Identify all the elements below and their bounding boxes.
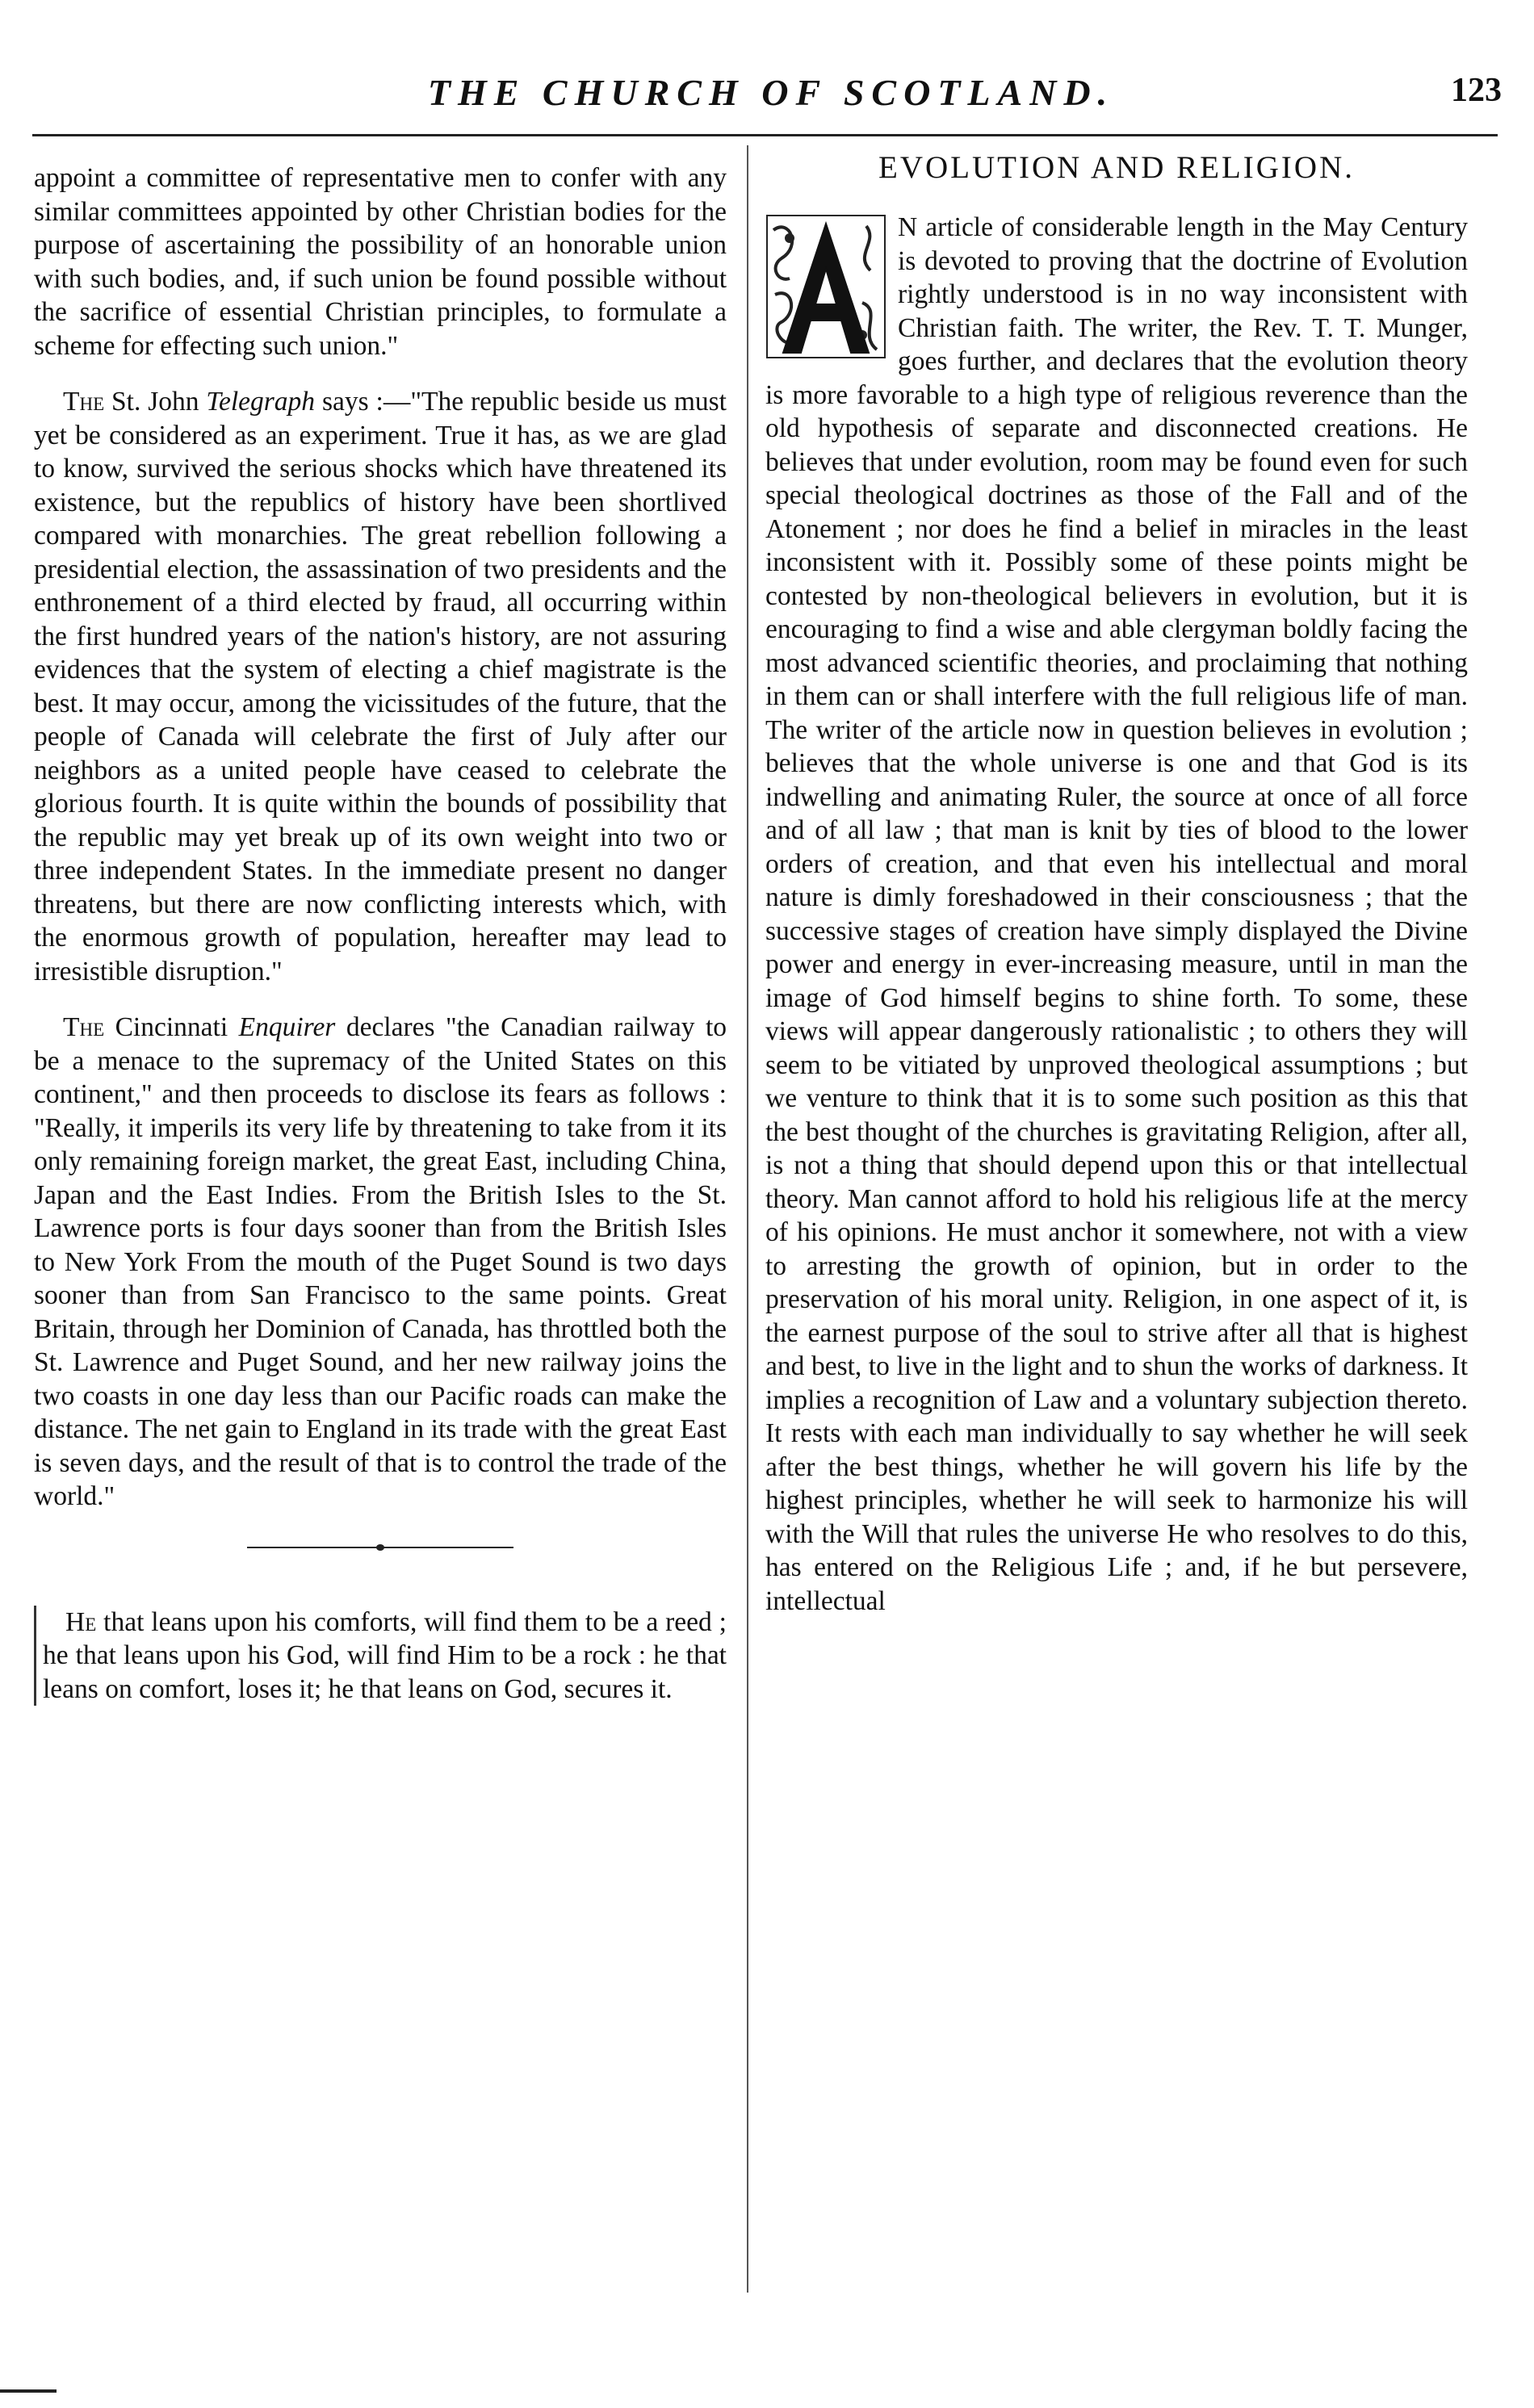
paragraph-union-committee: appoint a committee of representative men to confer with any similar committees appointed by other Christian bodies for the purpose of ascertaining the possibility of an honorable union with such bodies, and, if such union be found possible without the sacrifice of essential Christian principles, to formulate a scheme for effecting such union." [34, 163, 727, 361]
paragraph-maxim [34, 1606, 727, 1707]
right-column [765, 149, 1468, 1640]
paragraph-telegraph [34, 385, 727, 988]
footer-mark [0, 2389, 57, 2393]
page-header [32, 71, 1510, 128]
newspaper-name: Enquirer [238, 1012, 336, 1042]
dropcap-ornament-icon [765, 214, 886, 359]
running-title: THE CHURCH OF SCOTLAND. [427, 72, 1115, 113]
ornamental-dropcap [765, 214, 886, 359]
text-span: says :—"The republic beside us must yet be considered as an experiment. True it has, as we are glad to know, survived the serious shocks which have threatened its existence, but the republics of history have been shortlived compared with monarchies. The great rebellion following a presidential election, the assassination of two presidents and the enthronement of a third elected by fraud, all occurring within the first hundred years of the nation's history, are not assuring evidences that the system of electing a chief magistrate is the best. It may occur, among the vicissitudes of the future, that the people of Canada will celebrate the first of July after our neighbors as a united people have ceased to celebrate the glorious fourth. It is quite within the bounds of possibility that the republic may yet break up of its own weight into two or three independent States. In the immediate present no danger threatens, but there are now conflicting interests which, with the enormous growth of population, hereafter may lead to irresistible disruption." [34, 387, 727, 986]
text-span: declares "the Canadian railway to be a menace to the supremacy of the United States on this continent," and then proceeds to disclose its fears as follows : "Really, it imperils its very life by threatening to take from it its only remaining foreign market, the great East, including China, Japan and the East Indies. From the British Isles to the St. Lawrence ports is four days sooner than from the British Isles to New York From the mouth of the Puget Sound is two days sooner than from San Francisco to the same points. Great Britain, through her Dominion of Canada, has throttled both the St. Lawrence and Puget Sound, and her new railway joins the two coasts in one day less than our Pacific roads can make the distance. The net gain to England in its trade with the great East is seven days, and the result of that is to control the trade of the world." [34, 1012, 727, 1511]
paragraph-lead: The [63, 387, 105, 417]
header-rule [32, 134, 1498, 136]
section-divider-ornament [247, 1546, 513, 1549]
text-span: St. John [104, 387, 207, 417]
paragraph-enquirer [34, 1011, 727, 1514]
article-title: EVOLUTION AND RELIGION. [878, 150, 1355, 185]
text-span: that leans upon his comforts, will find them to be a reed ; he that leans upon his God, will find Him to be a rock : he that leans on comfort, loses it; he that leans on God, secures it. [43, 1606, 727, 1704]
column-divider [747, 145, 748, 2293]
text-span: Cincinnati [104, 1012, 239, 1042]
paragraph-lead: He [65, 1606, 97, 1637]
left-column [34, 161, 727, 1728]
article-body: N article of considerable length in the May Century is devoted to proving that the doctrine of Evolution rightly understood is in no way inconsistent with Christian faith. The writer, the Rev. T. T. Munger, goes further, and declares that the evolution theory is more favorable to a high type of religious reverence than the old hypothesis of separate and disconnected creations. He believes that under evolution, room may be found even for such special theological doctrines as those of the Fall and of the Atonement ; nor does he find a belief in miracles in the least inconsistent with it. Possibly some of these points might be contested by non-theological believers in evolution, but it is encouraging to find a wise and able clergyman boldly facing the most advanced scientific theories, and proclaiming that nothing in them can or shall interfere with the full religious life of man. The writer of the article now in question believes in evolution ; believes that the whole universe is one and that God is its indwelling and animating Ruler, the source at once of all force and of all law ; that man is knit by ties of blood to the lower orders of creation, and that even his intellectual and moral nature is dimly foreshadowed in their consciousness ; that the successive stages of creation have simply displayed the Divine power and energy in ever-increasing measure, until in man the image of God himself begins to shine forth. To some, these views will appear dangerously rationalistic ; to others they will seem to be vitiated by unproved theological assumptions ; but we venture to think that it is to some such position as this that the best thought of the churches is gravitating Religion, after all, is not a thing that should depend upon this or that intellectual theory. Man cannot afford to hold his religious life at the mercy of his opinions. He must anchor it somewhere, not with a view to arresting the growth of opinion, but in order to the preservation of his moral unity. Religion, in one aspect of it, is the earnest purpose of the soul to strive after all that is highest and best, to live in the light and to shun the works of darkness. It implies a recognition of Law and a voluntary subjection thereto. It rests with each man individually to say whether he will seek after the best things, whether he will govern his life by the highest principles, whether he will seek to harmonize his will with the Will that rules the universe He who resolves to do this, has entered on the Religious Life ; and, if he but persevere, intellectual [765, 212, 1468, 1616]
page-number: 123 [1451, 72, 1502, 109]
newspaper-name: Telegraph [206, 387, 316, 417]
paragraph-lead: The [63, 1012, 105, 1042]
